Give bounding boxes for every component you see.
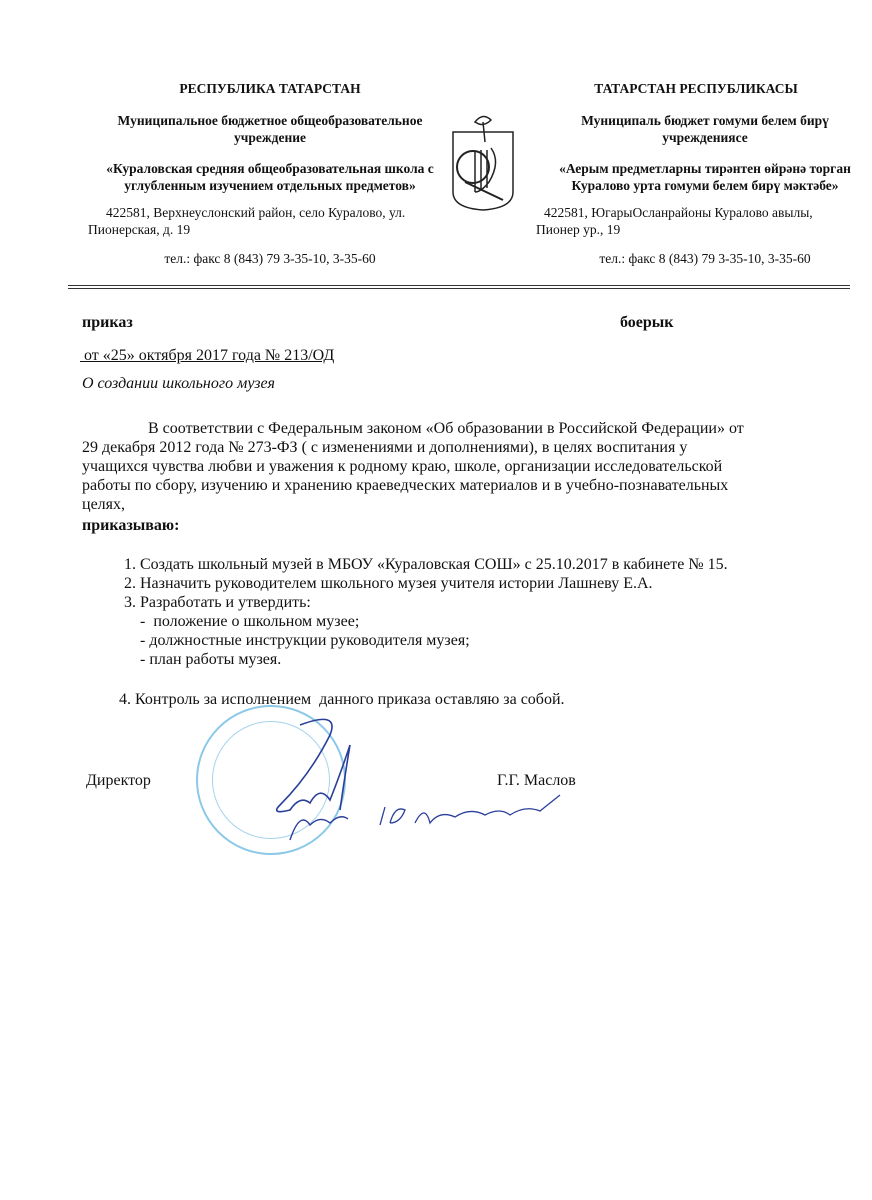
doc-type-ru: приказ: [82, 314, 133, 331]
sub-item: - должностные инструкции руководителя музея;: [140, 632, 470, 649]
order-list: [100, 555, 750, 669]
phone-tt: тел.: факс 8 (843) 79 3-35-10, 3-35-60: [599, 251, 811, 266]
doc-subject: О создании школьного музея: [82, 375, 275, 392]
order-item: 1. Создать школьный музей в МБОУ «Кураловская СОШ» с 25.10.2017 в кабинете № 15.: [140, 555, 750, 574]
address-tt-line1: 422581, ЮгарыОсланрайоны Куралово авылы,: [544, 205, 813, 220]
order-word: приказываю:: [82, 517, 180, 534]
header-divider: [68, 285, 850, 286]
address-ru-line1: 422581, Верхнеуслонский район, село Куралово, ул.: [106, 205, 406, 220]
address-tt-line2: Пионер ур., 19: [536, 222, 621, 237]
doc-type-tt: боерык: [620, 314, 674, 331]
school-emblem: [445, 112, 521, 212]
sub-item: - положение о школьном музее;: [140, 613, 360, 630]
phone-ru: тел.: факс 8 (843) 79 3-35-10, 3-35-60: [164, 251, 376, 266]
republic-tt: ТАТАРСТАН РЕСПУБЛИКАСЫ: [594, 81, 798, 96]
handwritten-signatures: [240, 715, 570, 845]
order-item: 3. Разработать и утвердить:: [140, 593, 750, 612]
doc-date-number: от «25» октября 2017 года № 213/ОД: [80, 347, 335, 364]
address-ru: [88, 204, 448, 238]
republic-ru: РЕСПУБЛИКА ТАТАРСТАН: [179, 81, 361, 96]
school-name-tt: «Аерым предметларны тирәнтен өйрәнә торган Куралово урта гомуми белем бирү мәктәбе»: [559, 161, 851, 193]
school-name-ru: «Кураловская средняя общеобразовательная школа с углубленным изучением отдельных предметов»: [106, 161, 434, 193]
order-item-4: 4. Контроль за исполнением данного приказа оставляю за собой.: [119, 691, 565, 708]
order-item: 2. Назначить руководителем школьного музея учителя истории Лашневу Е.А.: [140, 574, 750, 593]
signer-title: Директор: [86, 772, 151, 789]
header-divider-2: [68, 288, 850, 289]
sub-item: - план работы музея.: [140, 651, 282, 668]
signer-name: Г.Г. Маслов: [497, 772, 576, 789]
address-ru-line2: Пионерская, д. 19: [88, 222, 191, 237]
org-type-tt: Муниципаль бюджет гомуми белем бирү учреждениясе: [581, 113, 829, 145]
org-type-ru: Муниципальное бюджетное общеобразовательное учреждение: [117, 113, 423, 145]
preamble: В соответствии с Федеральным законом «Об образовании в Российской Федерации» от 29 декабря 2012 года № 273-ФЗ ( с изменениями и дополнениями), в целях воспитания у учащихся чувства любви и уважения к родному краю, школе, организации исследовательской работы по сбору, изучению и хранению краеведческих материалов и в учебно-познавательных целях,: [82, 420, 744, 513]
address-tt: [536, 204, 866, 238]
